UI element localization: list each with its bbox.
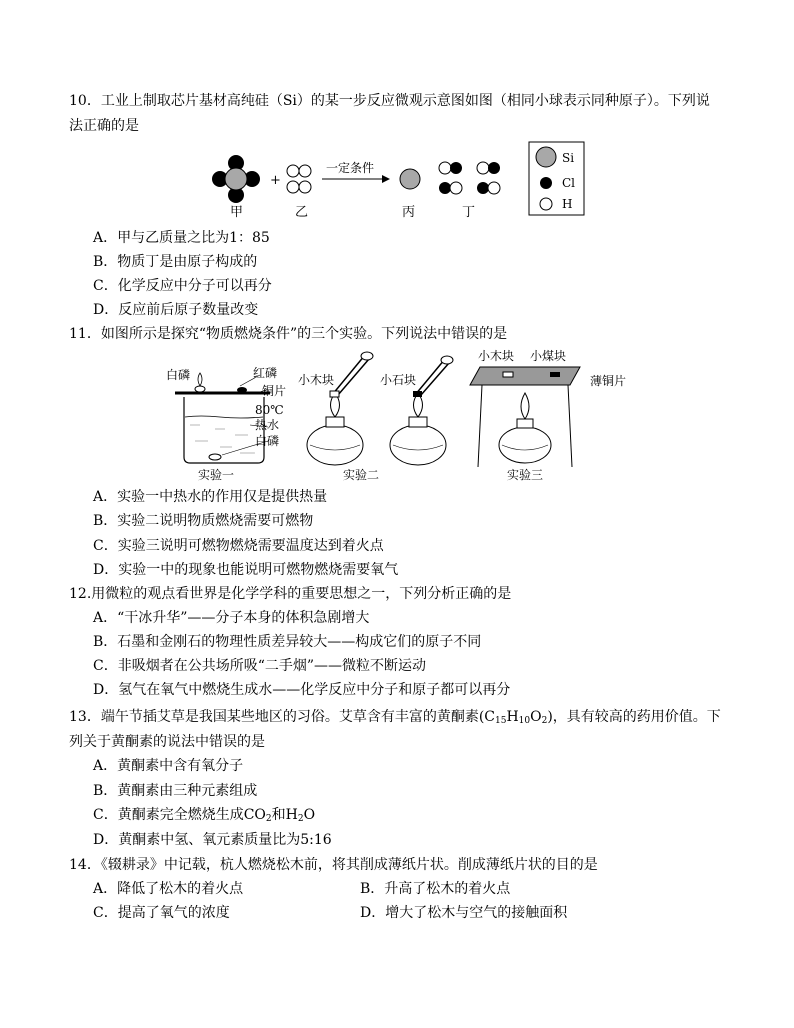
- q10-option-a: A．甲与乙质量之比为1：85: [93, 230, 270, 246]
- exp1-label-red-phosphorus: 红磷: [253, 366, 278, 380]
- q12-option-a: A．“干冰升华”——分子本身的体积急剧增大: [93, 610, 370, 626]
- legend-si: Si: [562, 151, 575, 165]
- exp2-label-wood: 小木块: [298, 373, 335, 387]
- q12-option-c: C．非吸烟者在公共场所吸“二手烟”——微粒不断运动: [93, 658, 427, 674]
- exp2-label-stone: 小石块: [380, 373, 417, 387]
- molecule-yi: [287, 165, 311, 193]
- caption-experiment-two: 实验二: [343, 468, 380, 482]
- q10-stem-line2: 法正确的是: [69, 118, 139, 134]
- q11-option-c: C．实验三说明可燃物燃烧需要温度达到着火点: [93, 538, 384, 554]
- q14-option-a: A．降低了松木的着火点: [93, 881, 244, 897]
- exp1-label-copper: 铜片: [262, 384, 287, 398]
- q12-option-d: D．氢气在氧气中燃烧生成水——化学反应中分子和原子都可以再分: [93, 682, 511, 698]
- q11-experiment-figure: [160, 345, 600, 485]
- q11-option-d: D．实验一中的现象也能说明可燃物燃烧需要氧气: [93, 562, 399, 578]
- legend-cl: Cl: [562, 176, 576, 190]
- q13-option-c: C．黄酮素完全燃烧生成$CO_2$和$H_2O$: [93, 807, 316, 824]
- atom-legend: [529, 142, 584, 215]
- label-bing: 丙: [402, 205, 416, 220]
- q13-option-b: B．黄酮素由三种元素组成: [93, 783, 258, 799]
- exp3-label-coal: 小煤块: [530, 349, 567, 363]
- legend-h: H: [562, 197, 573, 211]
- q14-stem: 14．《辍耕录》中记载，杭人燃烧松木前，将其削成薄纸片状。削成薄纸片状的目的是: [69, 857, 598, 873]
- caption-experiment-three: 实验三: [507, 468, 544, 482]
- exp1-label-temperature: 80℃: [255, 403, 284, 417]
- plus-sign: +: [270, 173, 281, 188]
- exp3-label-copper-sheet: 薄铜片: [590, 374, 627, 388]
- molecule-bing: [400, 169, 420, 189]
- label-jia: 甲: [230, 205, 244, 220]
- exp1-label-white-phosphorus-bottom: 白磷: [255, 434, 280, 448]
- q12-option-b: B．石墨和金刚石的物理性质差异较大——构成它们的原子不同: [93, 634, 482, 650]
- caption-experiment-one: 实验一: [198, 468, 235, 482]
- q13-option-a: A．黄酮素中含有氧分子: [93, 758, 244, 774]
- molecule-jia: [212, 155, 260, 203]
- experiment-two-lamps: [307, 352, 453, 465]
- molecule-ding: [439, 162, 500, 194]
- experiment-three-stand: [470, 367, 580, 467]
- arrow-condition: 一定条件: [326, 161, 375, 175]
- exp1-label-white-phosphorus-top: 白磷: [166, 368, 191, 382]
- q14-option-b: B．升高了松木的着火点: [360, 881, 511, 897]
- q11-option-b: B．实验二说明物质燃烧需要可燃物: [93, 513, 314, 529]
- exp1-label-hot-water: 热水: [255, 418, 280, 432]
- q11-stem: 11．如图所示是探究“物质燃烧条件”的三个实验。下列说法中错误的是: [69, 326, 508, 342]
- q14-option-d: D．增大了松木与空气的接触面积: [360, 905, 568, 921]
- q10-stem-line1: 10．工业上制取芯片基材高纯硅（Si）的某一步反应微观示意图如图（相同小球表示同种原子）。下列说: [69, 93, 710, 109]
- label-ding: 丁: [462, 205, 476, 220]
- q10-option-c: C．化学反应中分子可以再分: [93, 278, 272, 294]
- q13-stem-line1: 13．端午节插艾草是我国某些地区的习俗。艾草含有丰富的黄酮素$(C_{15}H_{10}O_2)$，具有较高的药用价值。下: [69, 709, 721, 726]
- label-yi: 乙: [295, 205, 309, 220]
- reaction-arrow: [322, 175, 390, 183]
- q13-stem-line2: 列关于黄酮素的说法中错误的是: [69, 734, 265, 750]
- exp3-label-wood: 小木块: [478, 349, 515, 363]
- q10-option-d: D．反应前后原子数量改变: [93, 302, 259, 318]
- q13-option-d: D．黄酮素中氢、氧元素质量比为5:16: [93, 832, 332, 848]
- q14-option-c: C．提高了氧气的浓度: [93, 905, 230, 921]
- q11-option-a: A．实验一中热水的作用仅是提供热量: [93, 489, 328, 505]
- q10-option-b: B．物质丁是由原子构成的: [93, 254, 258, 270]
- q12-stem: 12.用微粒的观点看世界是化学学科的重要思想之一，下列分析正确的是: [69, 586, 512, 602]
